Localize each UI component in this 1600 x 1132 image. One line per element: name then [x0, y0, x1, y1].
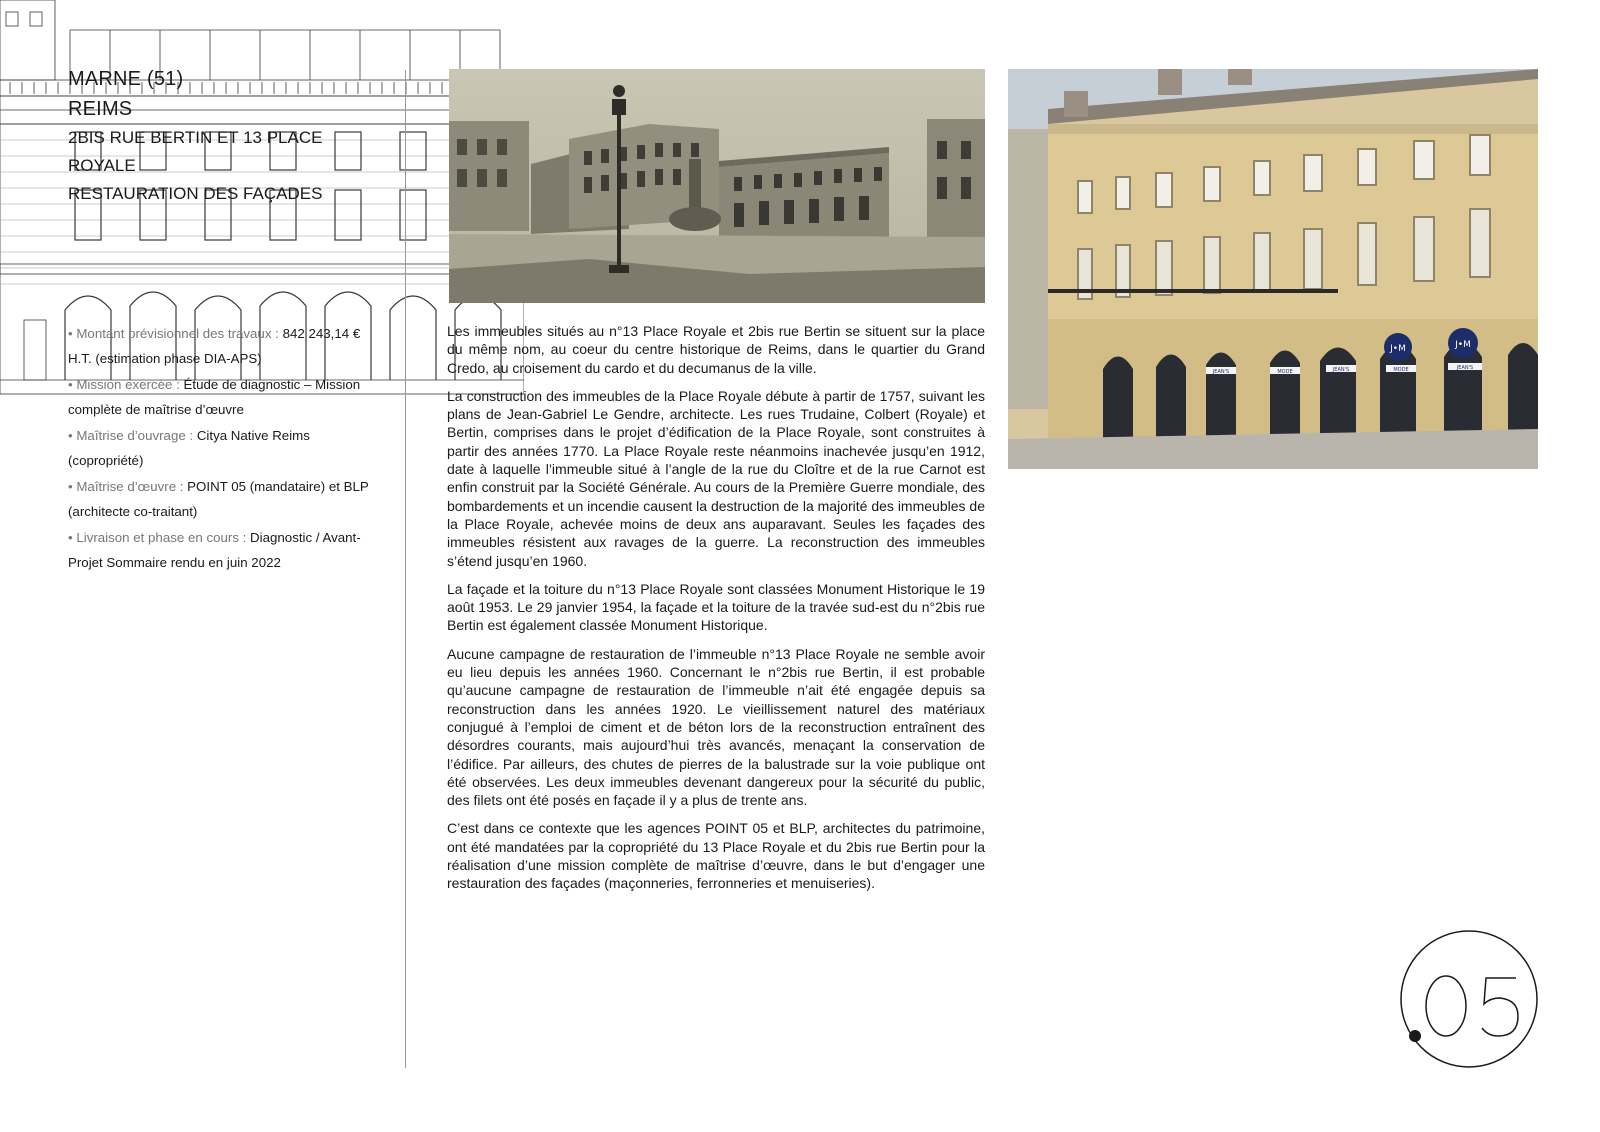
column-divider	[405, 70, 406, 1068]
mode-sign: MODE	[1277, 369, 1293, 375]
project-header	[68, 64, 388, 208]
detail-label: • Maîtrise d’ouvrage :	[68, 428, 194, 443]
detail-value: Citya Native Reims (copropriété)	[68, 428, 310, 468]
logo-text: .05	[1468, 1066, 1470, 1067]
detail-value: 842 243,14 € H.T. (estimation phase DIA-APS)	[68, 326, 361, 366]
jeans-sign: JEAN'S	[1332, 367, 1350, 373]
body-paragraph: La façade et la toiture du n°13 Place Royale sont classées Monument Historique le 19 août 1953. Le 29 janvier 1954, la façade et la toiture de la travée sud-est du n°2bis rue Bertin est également classée Monument Historique.	[447, 580, 985, 634]
body-text	[447, 322, 985, 903]
historic-photo	[449, 69, 985, 303]
detail-item-mission	[68, 373, 386, 422]
department-title: MARNE (51)	[68, 68, 184, 90]
detail-value: Étude de diagnostic – Mission complète de maîtrise d’œuvre	[68, 377, 361, 417]
detail-item-delivery	[68, 526, 386, 575]
point05-logo	[1398, 928, 1540, 1070]
city-title: REIMS	[68, 98, 133, 120]
project-subtitle: RESTAURATION DES FAÇADES	[68, 184, 323, 203]
detail-value: Diagnostic / Avant-Projet Sommaire rendu en juin 2022	[68, 530, 361, 570]
address-subtitle: 2BIS RUE BERTIN ET 13 PLACE ROYALE	[68, 128, 323, 175]
jm-logo-sign: J•M	[1390, 344, 1406, 354]
detail-item-architect	[68, 475, 386, 524]
detail-item-budget	[68, 322, 386, 371]
detail-label: • Montant prévisionnel des travaux :	[68, 326, 279, 341]
mode-sign: MODE	[1393, 367, 1409, 373]
jm-logo-sign: J•M	[1455, 340, 1471, 350]
detail-label: • Maîtrise d’œuvre :	[68, 479, 184, 494]
detail-label: • Livraison et phase en cours :	[68, 530, 247, 545]
body-paragraph: La construction des immeubles de la Place Royale débute à partir de 1757, suivant les plans de Jean-Gabriel Le Gendre, architecte. Les rues Trudaine, Colbert (Royale) et Bertin, comprises dans le projet d’édification de la Place Royale, sont construites à partir des années 1770. La Place Royale reste néanmoins inachevée jusqu’en 1912, date à laquelle l’immeuble situé à l’angle de la rue du Cloître et de la rue Carnot est enfin construit par la Société Générale. Au cours de la Première Guerre mondiale, des bombardements et un incendie causent la destruction de la majorité des immeubles de la Place Royale, achevée moins de deux ans auparavant. Seules les façades des immeubles résistent aux ravages de la guerre. La reconstruction des immeubles s’étend jusqu’en 1960.	[447, 387, 985, 569]
detail-value: POINT 05 (mandataire) et BLP (architecte co-traitant)	[68, 479, 369, 519]
detail-label: • Mission exercée :	[68, 377, 180, 392]
body-paragraph: Les immeubles situés au n°13 Place Royale et 2bis rue Bertin se situent sur la place du même nom, au coeur du centre historique de Reims, dans le quartier du Grand Credo, au croisement du cardo et du decumanus de la ville.	[447, 323, 985, 376]
jeans-sign: JEAN'S	[1212, 369, 1230, 375]
jeans-sign: JEAN'S	[1456, 365, 1474, 371]
detail-item-client	[68, 424, 386, 473]
body-paragraph: Aucune campagne de restauration de l’immeuble n°13 Place Royale ne semble avoir eu lieu depuis les années 1960. Concernant le n°2bis rue Bertin, il est probable qu’aucune campagne de restauration de l’immeuble n’ait été engagée depuis sa reconstruction dans les années 1920. Le vieillissement naturel des matériaux conjugué à l’emploi de ciment et de béton lors de la reconstruction entraînent des désordres courants, mais aujourd’hui très avancés, menaçant la conservation de l’édifice. Par ailleurs, des chutes de pierres de la balustrade sur la voie publique ont été observées. Les deux immeubles devenant dangereux pour la sécurité du public, des filets ont été posés en façade il y a plus de trente ans.	[447, 645, 985, 809]
project-details-list	[68, 322, 386, 577]
facade-photo	[1008, 69, 1538, 469]
body-paragraph: C’est dans ce contexte que les agences POINT 05 et BLP, architectes du patrimoine, ont été mandatées par la copropriété du 13 Place Royale et du 2bis rue Bertin pour la réalisation d’une mission complète de maîtrise d’œuvre, dans le but d’engager une restauration des façades (maçonneries, ferronneries et menuiseries).	[447, 820, 985, 892]
